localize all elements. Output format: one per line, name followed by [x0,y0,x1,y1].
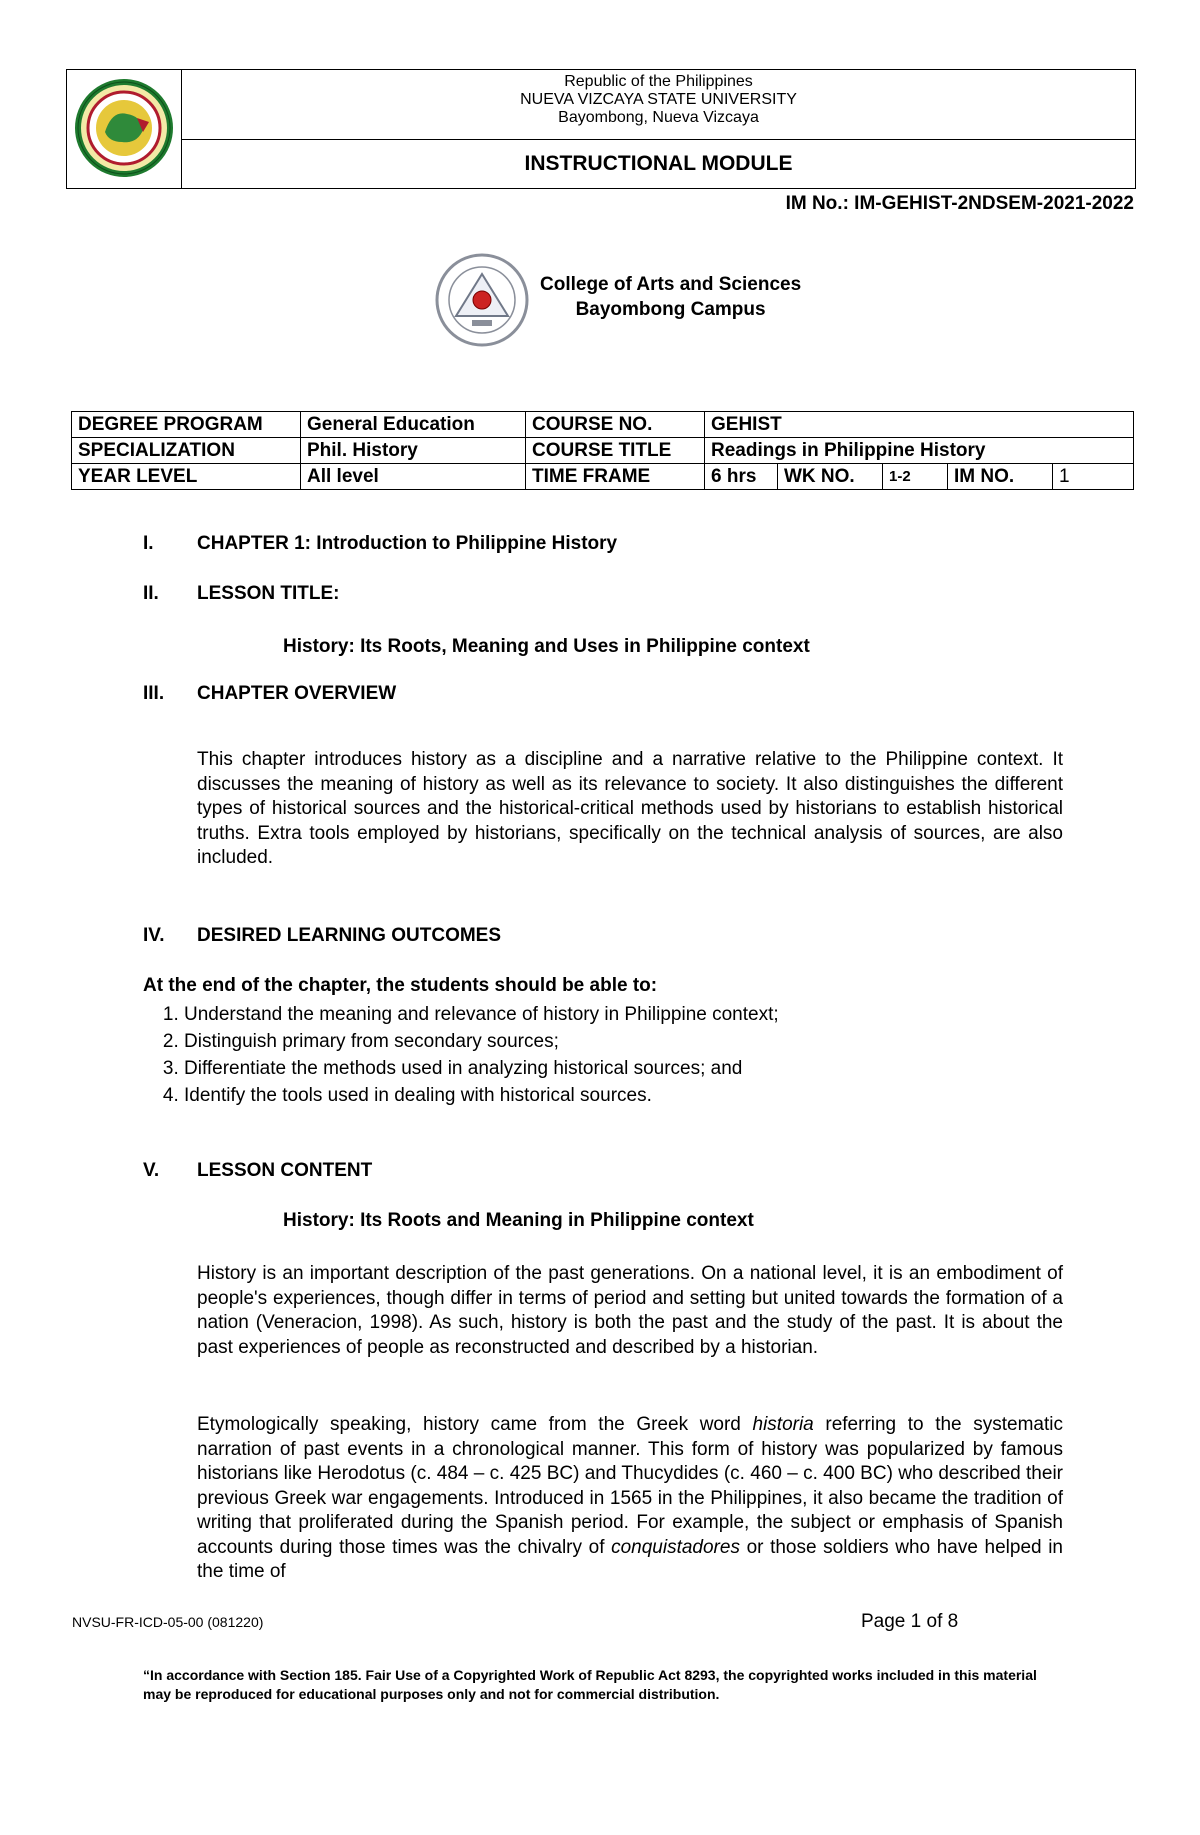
year-level-value: All level [301,464,526,490]
degree-program-value: General Education [301,412,526,438]
section-1-title: CHAPTER 1: Introduction to Philippine History [197,533,618,554]
section-5-title: LESSON CONTENT [197,1160,373,1181]
section-4-title: DESIRED LEARNING OUTCOMES [197,925,502,946]
college-name: College of Arts and Sciences [540,274,802,295]
page-number: Page 1 of 8 [861,1611,959,1632]
list-item: 1. Understand the meaning and relevance of history in Philippine context; [184,1001,779,1028]
college-heading [540,272,801,322]
section-2-title: LESSON TITLE: [197,583,340,604]
table-row [72,438,1134,464]
para2-text-a: Etymologically speaking, history came from the Greek word [197,1414,753,1435]
list-item: 4. Identify the tools used in dealing with historical sources. [184,1082,779,1109]
lesson-title: History: Its Roots, Meaning and Uses in Philippine context [283,636,810,657]
copyright-notice: “In accordance with Section 185. Fair Use of a Copyrighted Work of Republic Act 8293, the copyrighted works included in this material may be reproduced for educational purposes only and not for commercial distribution. [143,1667,1037,1702]
document-header [66,69,1136,189]
list-item: 3. Differentiate the methods used in analyzing historical sources; and [184,1055,779,1082]
university-logo-cell [67,70,182,188]
content-paragraph-1: History is an important description of the past generations. On a national level, it is an embodiment of people's experiences, though differ in terms of period and setting but united towards the formation of a nation (Veneracion, 1998). As such, history is both the past and the study of the past. It is about the past experiences of people as reconstructed and described by a historian. [197,1263,1063,1358]
course-no-value: GEHIST [705,412,1134,438]
university-info [182,70,1135,140]
republic-line: Republic of the Philippines [564,73,753,90]
content-heading: History: Its Roots and Meaning in Philippine context [283,1210,754,1231]
table-row [72,464,1134,490]
para2-text-b: referring to the systematic narration of past events in a chronological manner. This form of history was popularized by famous historians like Herodotus (c. 484 – c. 425 BC) and Thucydides (c. 460 – c. 400 BC) who described their previous Greek war engagements. Introduced in 1565 in the Philippines, it also became the tradition of writing that proliferated during the Spanish period. For example, the subject or emphasis of Spanish accounts during those times was the chivalry of [197,1414,1063,1558]
section-5-number: V. [143,1160,160,1181]
section-3-number: III. [143,683,165,704]
outcomes-list [146,1001,779,1109]
table-row [72,412,1134,438]
course-title-value: Readings in Philippine History [705,438,1134,464]
university-location: Bayombong, Nueva Vizcaya [558,109,759,126]
section-2-number: II. [143,583,159,604]
wk-no-value: 1-2 [883,464,948,490]
para2-italic-conquistadores: conquistadores [611,1536,740,1558]
im-no-label: IM NO. [948,464,1053,490]
course-info-table [71,411,1134,490]
section-1-number: I. [143,533,154,554]
outcomes-intro: At the end of the chapter, the students should be able to: [143,975,658,996]
time-frame-label: TIME FRAME [526,464,705,490]
specialization-label: SPECIALIZATION [72,438,301,464]
form-code: NVSU-FR-ICD-05-00 (081220) [72,1614,264,1630]
list-item: 2. Distinguish primary from secondary sources; [184,1028,779,1055]
para2-italic-historia: historia [752,1414,814,1435]
im-no-value: 1 [1053,464,1134,490]
course-title-label: COURSE TITLE [526,438,705,464]
im-number: IM No.: IM-GEHIST-2NDSEM-2021-2022 [785,193,1134,214]
college-seal-icon [434,252,530,348]
specialization-value: Phil. History [301,438,526,464]
wk-no-label: WK NO. [778,464,883,490]
course-no-label: COURSE NO. [526,412,705,438]
university-name: NUEVA VIZCAYA STATE UNIVERSITY [520,91,797,108]
time-frame-value: 6 hrs [705,464,778,490]
year-level-label: YEAR LEVEL [72,464,301,490]
section-3-title: CHAPTER OVERVIEW [197,683,397,704]
college-campus: Bayombong Campus [575,299,766,320]
module-title: INSTRUCTIONAL MODULE [524,152,793,175]
content-paragraph-2 [197,1413,1063,1585]
para2-text-c: or those soldiers who have helped in the time of [197,1536,1063,1582]
section-4-number: IV. [143,925,165,946]
overview-paragraph: This chapter introduces history as a discipline and a narrative relative to the Philippine context. It discusses the meaning of history as well as its relevance to society. It also distinguishes the different types of historical sources and the historical-critical methods used by historians to establish historical truths. Extra tools employed by historians, specifically on the technical analysis of sources, are also included. [197,749,1063,868]
university-seal-icon [67,70,182,188]
degree-program-label: DEGREE PROGRAM [72,412,301,438]
